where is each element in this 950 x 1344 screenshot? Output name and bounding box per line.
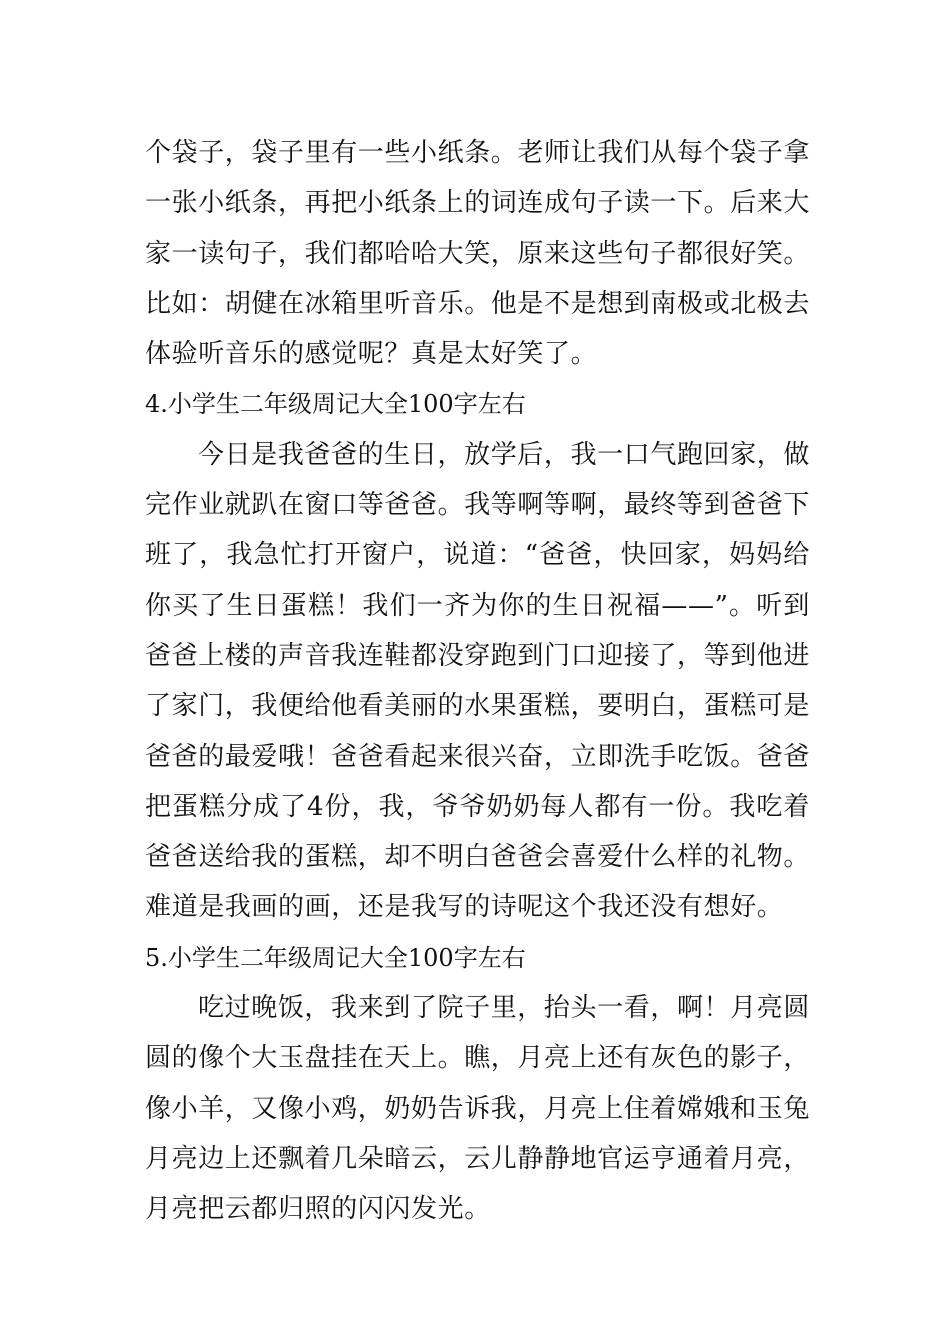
document-body bbox=[145, 128, 810, 1235]
paragraph-continuation: 个袋子，袋子里有一些小纸条。老师让我们从每个袋子拿一张小纸条，再把小纸条上的词连成句子读一下。后来大家一读句子，我们都哈哈大笑，原来这些句子都很好笑。比如：胡健在冰箱里听音乐。他是不是想到南极或北极去体验听音乐的感觉呢？真是太好笑了。 bbox=[145, 138, 811, 370]
paragraph-birthday: 今日是我爸爸的生日，放学后，我一口气跑回家，做完作业就趴在窗口等爸爸。我等啊等啊，最终等到爸爸下班了，我急忙打开窗户，说道：“爸爸，快回家，妈妈给你买了生日蛋糕！我们一齐为你的生日祝福——”。听到爸爸上楼的声音我连鞋都没穿跑到门口迎接了，等到他进了家门，我便给他看美丽的水果蛋糕，要明白，蛋糕可是爸爸的最爱哦！爸爸看起来很兴奋，立即洗手吃饭。爸爸把蛋糕分成了4份，我，爷爷奶奶每人都有一份。我吃着爸爸送给我的蛋糕，却不明白爸爸会喜爱什么样的礼物。难道是我画的画，还是我写的诗呢这个我还没有想好。 bbox=[145, 439, 811, 923]
section-heading-5: 5.小学生二年级周记大全100字左右 bbox=[145, 943, 526, 972]
section-heading-4: 4.小学生二年级周记大全100字左右 bbox=[145, 390, 526, 419]
paragraph-moon: 吃过晚饭，我来到了院子里，抬头一看，啊！月亮圆圆的像个大玉盘挂在天上。瞧，月亮上还有灰色的影子，像小羊，又像小鸡，奶奶告诉我，月亮上住着嫦娥和玉兔月亮边上还飘着几朵暗云，云儿静静地官运亨通着月亮，月亮把云都归照的闪闪发光。 bbox=[145, 993, 811, 1225]
